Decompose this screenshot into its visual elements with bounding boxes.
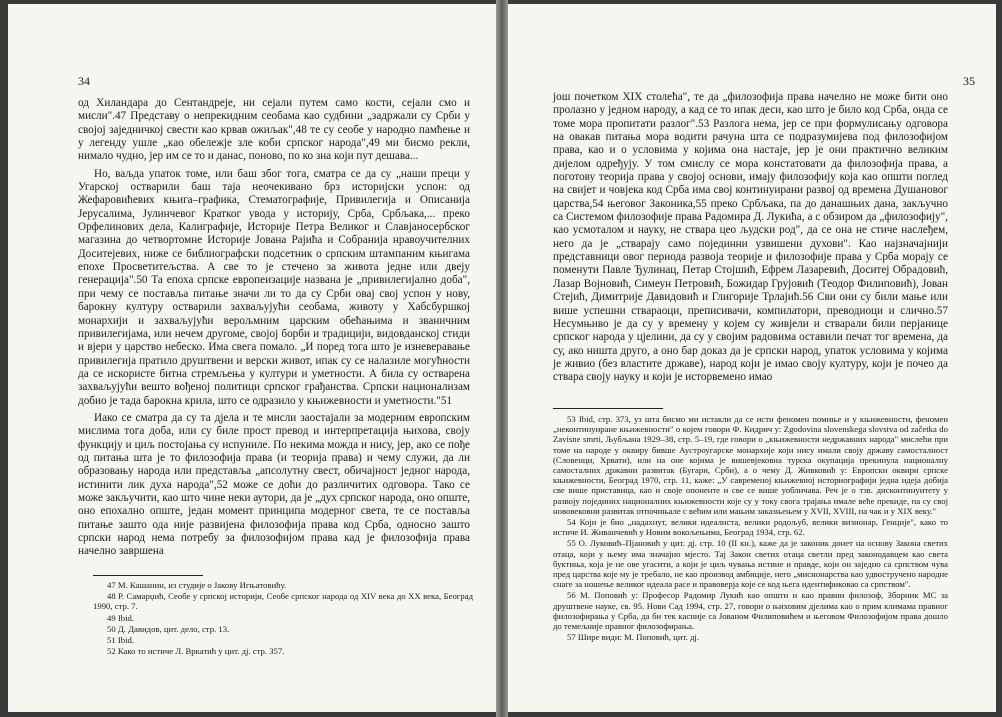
paragraph: Иако се сматра да су та дјела и те мисли заостајали за модерним европским мислима тога доба, или су биле прост превод и интерпретација њихова, своју функцију и циљ постојања су испуниле. По некима можда и нису, јер, ако се пође од питања шта је то филозофија права (и теорија права) и чему служи, да ли образовању народа или представља „апсолутну свест, обичајност једног народа, истинити лик духа народа",52 може се доћи до различитих одговора. Тако се може закључити, као што чине неки аутори, да је „дух српског народа, оно опште, оно епохално опште, један момент принципа модерног света, те се поставља питање зашто ода није развијена филозофија права код Срба, односно зашто српски народ нема потребу за филозофијом права кад је филозофија права начелно завршена (78, 411, 470, 558)
footnotes (93, 580, 473, 657)
footnote: 49 Ibid. (107, 612, 135, 623)
book-gutter (496, 0, 508, 717)
footnote: 55 О. Луковић–Пјановић у цит. дј. стр. 10 (II кн.), каже да је законик донет на основу Закона светих отаца, који у њему има значајно мјесто. Тај Закон светих отаца светли пред законодавцем као света буктиња, која је не ове угасити, а који је циљ чувања истине и правде, који он заједно са српством чува пред царства које му је требало, не као производ амбиције, него „мисионарства као удвостручено народне снаге за ношење великог идеала расе и правоверја које се код њега идентификовао са српством". (553, 538, 948, 590)
paragraph: од Хиландара до Сентандреје, ни сејали путем само кости, сејали смо и мисли".47 Представу о непрекидним сеобама као судбини „задржали су Срби у својој заједничкој свести као крвав ожиљак",48 те су сеобе у народно памћење и у легенду ушле „као обележје зле коби српског народа",49 ми бисмо рекли, нимало чудно, јер им се то и данас, поново, по ко зна који пут дешава... (78, 97, 470, 163)
page-number: 34 (78, 74, 90, 88)
footnote: 54 Који је био „надахнут, велики идеалиста, велики родољуб, велики визионар, Генције", како то истиче И. Живанчевић у Новим вокољењима, Београд 1934, стр. 62. (553, 517, 948, 538)
right-page (508, 4, 996, 712)
footnote: 51 Ibid. (107, 635, 135, 646)
footnote: 57 Шире види: М. Поповић, цит. дј. (567, 632, 699, 643)
footnote: 47 М. Кашанин, из студије о Јакову Игњатовићу. (107, 580, 287, 590)
paragraph: Но, ваљда упаток томе, или баш због тога, сматра се да су „наши преци у Угарској остварили баш таја неочекивано брз историјски успон: од Жефаровићевих књига–графика, Стематографије, Привилегија и Описанија Јерусалима, Јулинчевог Кратког увода у историју, Срба, Србљака,... преко Орфелинових дела, Калиграфије, Историје Петра Великог и Славјаносербског магазина до четвортомне Историје Јована Рајића и Собранија нравоучителних Доситејевих, ниже се библиографски подсетник о српским штампаним књигама епохе Просветитељства. А све то је стечено за живота једне или двеју генерација".50 Та епоха српске европеизације названа је „привилегијално доба", при чему се поставља питање значи ли то да су Срби овај свој успон у нову, барокну културу остварили захваљујући сеобама, животу у Хабсбуршкој монархији и захваљујући верољмним царским обећањима и званичним привилегијама, или нечем другоме, својој борби и традицији, видовданској стиди и вјери у царство небеско. Има свега помало. „И поред тога што је изневеравање привилегија пратило друштвени и верски живот, ипак су се налазиле могућности да се искористе битна стремљења у култури и уметности. А била су остварена захваљујући вешто вођеној политици српског грађанства. Српски национализам добио је тада барокна крила, што се одразило у књижевности и уметности."51 (78, 167, 470, 407)
left-page (8, 4, 496, 712)
page-number: 35 (963, 74, 975, 88)
main-text (553, 91, 948, 385)
main-text (78, 97, 470, 559)
footnote-separator (93, 575, 203, 576)
footnote: 50 Д. Давидов, цит. дело, стр. 13. (107, 623, 230, 634)
footnote: 48 Р. Самарџић, Сеобе у српској историји, Сеобе српског народа од XIV века до XX века, Београд 1990, стр. 7. (93, 591, 473, 612)
paragraph: још почетком XIX столећа", те да „филозофија права начелно не може бити оно пролазно у једном народу, а кад се то ипак деси, као што је било код Срба, онда се томе мора пропитати разлог".53 Разлога нема, јер се при формулисању одговора на овакав питања мора водити рачуна шта се подразумијева под филозофијом права, као и о условима у којима она настаје, јер је они практично великим дијелом одређују. У том смислу се мора констатовати да филозофија права, а поготову теорија права у својој основи, имају филозофију која као општи поглед на свијет и човјека код Срба има свој континуирани развој од времена Душановог царства,54 његовог Законика,55 преко Србљака, па до данашњих дана, закључно са Системом филозофије права Радомира Д. Лукића, а с обзиром да „филозофију", као усмоталом и науку, не ствара цео људски род", да се она не стиче наслеђем, него да је „стварају само појединни узвишени духови". Као најзначајнији представници овог периода развоја теорије и филозофије права у Срба морају се поменути Павле Ђулинац, Петар Стојшић, Ефрем Лазаревић, Доситеј Обрадовић, Лазар Војновић, Симеун Петровић, Божидар Грујовић (Теодор Филиповић), Јован Стејић, Димитрије Давидовић и Глигорије Трлајић.56 Сви они су били мање или више успешни ствараоци, преписивачи, компилатори, преводиоци и слично.57 Несумњиво је да су у времену у којем су живјели и стварали били перјанице српског народа у цјелини, да су у својим радовима оставили печат тог времена, да су, ако ништа друго, а оно бар доказ да је српски народ, упаток условима у којима је живио (без властите државе), народ који је имао своју културу, који је почео да ствара своју науку и који је исторвемено имао (553, 91, 948, 384)
footnote: 56 М. Поповић у: Професор Радомир Лукић као општи и као правни филозоф, Зборник МС за друштвене науке, св. 95. Нови Сад 1994, стр. 27, говори о њиховим дјелима као о прим климама правног филозофирања у Срба, да би тек касније са Јованом Филиповићем и његовом Филозофијом права дошло до темељније правног филозофирања. (553, 590, 948, 632)
footnote: 53 Ibid, стр. 373, уз шта бисмо ми истакли да се исти феномен помиње и у књижевности, феномен „неконтинуиране књижевности" о којем говори Ф. Кидрич у: Zgodovina slovenskega slovstva od začetka do Zavisne smrti, Љубљана 1929–38, стр. 5–19, где говори о „књижевности недржавних народа" мислећи при томе на народе у оквиру бивше Аустроугарске монархије који нису имали своју државу самосталност (Словенци, Хрвати), или на оне којима је вишевјековна турска окупација прекинула националну самосталних државни развитак (Бугари, Срби), а о чему Д. Живковић у: Европски оквири српске књижевности, Београд 1970, стр. 11, каже: „У савременој књижевној историографији једна идеја добија све више приставица, као и своје опоненте и све се више уобличава. Реч је о тзв. дисконтинуитету у развоју појединих националних књижевности које су у току свога трајања имале веће прекиде, па су свој нововековни развитак отпочињале с већим или мањим заказњењем у XVII, XVIII, па чак и у XIX веку." (553, 414, 948, 516)
footnotes (553, 414, 948, 643)
footnote: 52 Како то истиче Л. Вркатић у цит. дј. стр. 357. (107, 646, 285, 657)
footnote-separator (553, 408, 663, 409)
